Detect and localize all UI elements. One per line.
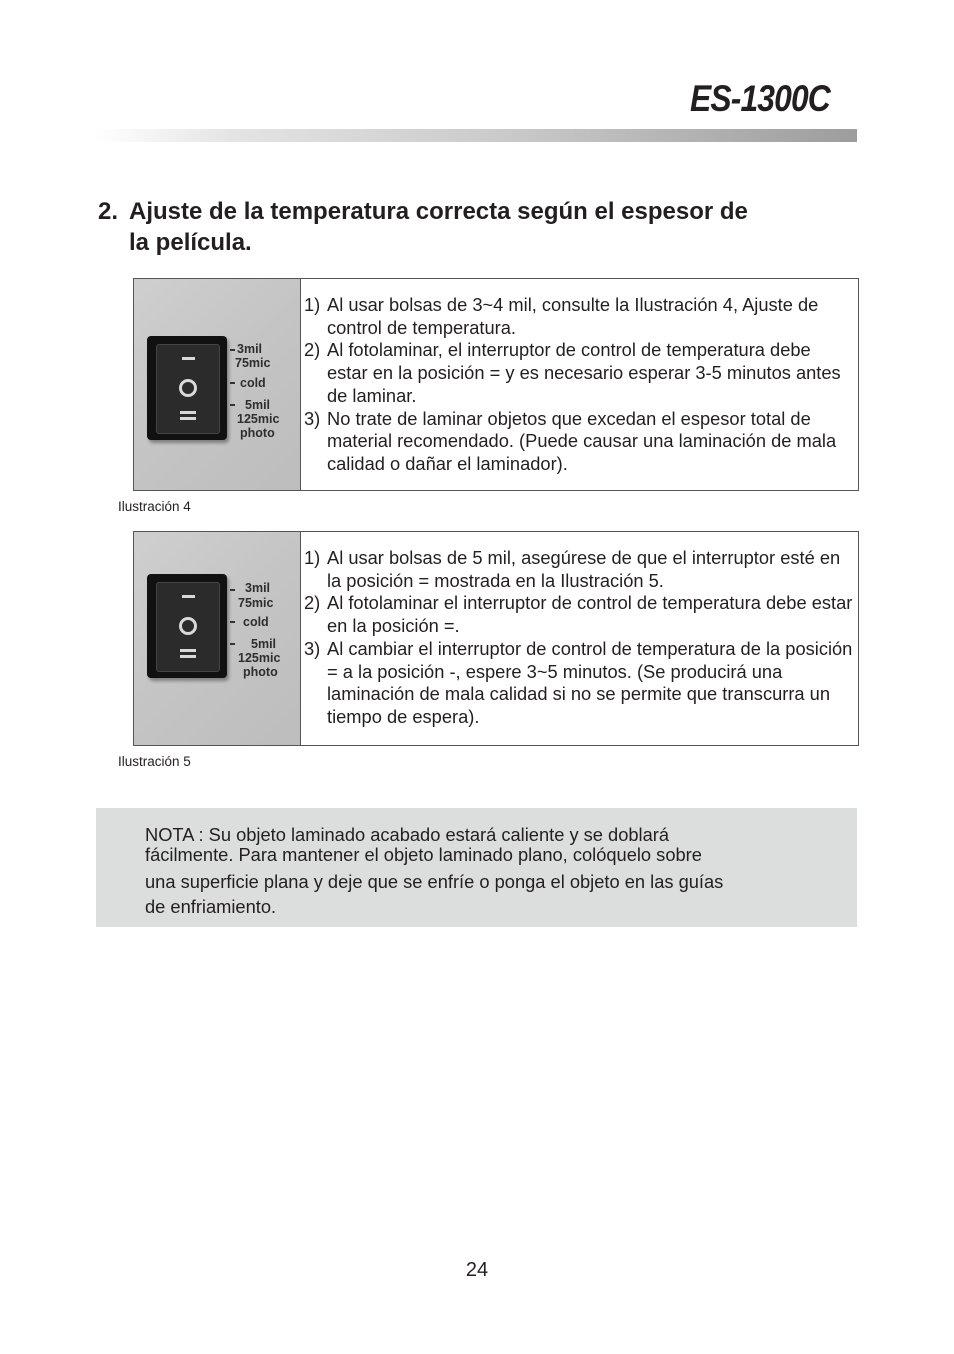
note-line: NOTA : Su objeto laminado acabado estará caliente y se doblará xyxy=(145,824,670,845)
note-box xyxy=(96,808,857,927)
switch-label-5mil: 5mil xyxy=(251,637,277,651)
switch-label-cold: cold xyxy=(243,615,269,629)
switch-label-75mic: 75mic xyxy=(235,356,271,370)
switch-label-photo: photo xyxy=(243,665,278,679)
switch-label-125mic: 125mic xyxy=(238,651,281,665)
switch-photo-5 xyxy=(134,532,301,745)
rocker-switch-icon xyxy=(147,574,227,678)
equals-symbol-icon xyxy=(180,649,196,652)
model-title: ES-1300C xyxy=(690,78,830,119)
dash-symbol-icon xyxy=(182,595,195,598)
list-item: 2) Al fotolaminar el interruptor de control de temperatura debe estar en la posición =. xyxy=(304,592,853,637)
note-line: de enfriamiento. xyxy=(145,895,277,917)
switch-label-3mil: 3mil xyxy=(245,581,271,595)
switch-label-125mic: 125mic xyxy=(237,412,280,426)
circle-symbol-icon xyxy=(179,379,197,397)
section-number: 2. xyxy=(98,198,119,225)
note-line: fácilmente. Para mantener el objeto laminado plano, colóquelo sobre xyxy=(145,844,702,865)
section-title-line2: la película. xyxy=(129,229,252,256)
switch-label-3mil: 3mil xyxy=(237,342,263,356)
switch-label-5mil: 5mil xyxy=(245,398,271,412)
illustration-5-caption: Ilustración 5 xyxy=(118,754,191,769)
header-gradient-bar xyxy=(96,129,857,142)
switch-label-photo: photo xyxy=(240,426,275,440)
illustration-4-box xyxy=(133,278,859,491)
illustration-5-box xyxy=(133,531,859,746)
list-item: 3) No trate de laminar objetos que excedan el espesor total de material recomendado. (Puede causar una laminación de mala calidad o dañar el laminador). xyxy=(304,407,837,474)
page-number: 24 xyxy=(465,1259,489,1281)
list-item: 3) Al cambiar el interruptor de control de temperatura de la posición = a la posición -, espere 3~5 minutos. (Se producirá una laminación de mala calidad si no se permite que transcurra un tiempo de espera). xyxy=(304,637,853,727)
note-text xyxy=(145,825,835,919)
list-item: 2) Al fotolaminar, el interruptor de control de temperatura debe estar en la posición = y es necesario esperar 3-5 minutos antes de laminar. xyxy=(304,339,841,406)
list-item: 1) Al usar bolsas de 3~4 mil, consulte la Ilustración 4, Ajuste de control de temperatura. xyxy=(304,294,819,338)
switch-label-cold: cold xyxy=(240,376,266,390)
rocker-switch-icon xyxy=(147,336,227,440)
section-title-line1: Ajuste de la temperatura correcta según el espesor de xyxy=(129,198,748,225)
list-item: 1) Al usar bolsas de 5 mil, asegúrese de que el interruptor esté en la posición = mostrada en la Ilustración 5. xyxy=(304,547,841,591)
equals-symbol-icon xyxy=(180,411,196,414)
switch-photo-4 xyxy=(134,279,301,490)
switch-label-75mic: 75mic xyxy=(238,596,274,610)
illustration-5-instructions xyxy=(301,532,858,745)
illustration-4-caption: Ilustración 4 xyxy=(118,499,191,514)
note-line: una superficie plana y deje que se enfríe o ponga el objeto en las guías xyxy=(145,871,724,892)
circle-symbol-icon xyxy=(179,617,197,635)
dash-symbol-icon xyxy=(182,357,195,360)
illustration-4-instructions xyxy=(301,279,858,490)
section-heading xyxy=(98,196,858,258)
